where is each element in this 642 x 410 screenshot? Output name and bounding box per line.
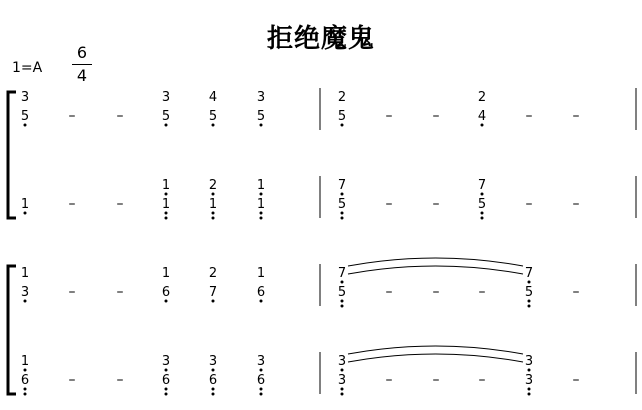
note-digit: 7 bbox=[337, 178, 347, 193]
time-signature-denominator: 4 bbox=[76, 66, 88, 85]
sustain-dash: – bbox=[432, 284, 440, 300]
note-digit: 6 bbox=[256, 285, 266, 300]
octave-dot bbox=[481, 193, 484, 196]
octave-dot bbox=[341, 193, 344, 196]
sustain-dash: – bbox=[432, 196, 440, 212]
octave-dot bbox=[260, 217, 263, 220]
octave-dot bbox=[341, 217, 344, 220]
note-digit: 5 bbox=[337, 285, 347, 300]
note-digit: 5 bbox=[337, 197, 347, 212]
octave-dot bbox=[212, 393, 215, 396]
octave-dot bbox=[341, 300, 344, 303]
sustain-dash: – bbox=[478, 372, 486, 388]
note-digit: 6 bbox=[20, 373, 30, 388]
system-bracket bbox=[8, 266, 16, 394]
octave-dot bbox=[528, 305, 531, 308]
time-signature-numerator: 6 bbox=[76, 43, 88, 62]
octave-dot bbox=[212, 388, 215, 391]
note-digit: 3 bbox=[337, 354, 347, 369]
note-digit: 5 bbox=[20, 109, 30, 124]
octave-dot bbox=[165, 217, 168, 220]
octave-dot bbox=[481, 124, 484, 127]
octave-dot bbox=[528, 393, 531, 396]
note-digit: 3 bbox=[161, 90, 171, 105]
note-digit: 6 bbox=[256, 373, 266, 388]
sustain-dash: – bbox=[68, 372, 76, 388]
note-digit: 1 bbox=[161, 266, 171, 281]
note-digit: 1 bbox=[256, 178, 266, 193]
sustain-dash: – bbox=[68, 108, 76, 124]
tie-arc bbox=[348, 258, 523, 266]
octave-dot bbox=[341, 124, 344, 127]
octave-dot bbox=[212, 212, 215, 215]
sustain-dash: – bbox=[572, 372, 580, 388]
octave-dot bbox=[212, 193, 215, 196]
note-digit: 1 bbox=[20, 266, 30, 281]
octave-dot bbox=[165, 193, 168, 196]
octave-dot bbox=[260, 124, 263, 127]
sustain-dash: – bbox=[116, 108, 124, 124]
note-digit: 1 bbox=[256, 197, 266, 212]
sustain-dash: – bbox=[385, 196, 393, 212]
sustain-dash: – bbox=[385, 372, 393, 388]
octave-dot bbox=[260, 388, 263, 391]
note-digit: 3 bbox=[256, 354, 266, 369]
note-digit: 1 bbox=[20, 197, 30, 212]
sustain-dash: – bbox=[116, 196, 124, 212]
note-digit: 5 bbox=[208, 109, 218, 124]
note-digit: 7 bbox=[208, 285, 218, 300]
note-digit: 7 bbox=[477, 178, 487, 193]
sustain-dash: – bbox=[572, 196, 580, 212]
note-digit: 1 bbox=[20, 354, 30, 369]
octave-dot bbox=[341, 388, 344, 391]
octave-dot bbox=[260, 300, 263, 303]
note-digit: 3 bbox=[524, 373, 534, 388]
note-digit: 5 bbox=[337, 109, 347, 124]
octave-dot bbox=[341, 212, 344, 215]
octave-dot bbox=[528, 300, 531, 303]
octave-dot bbox=[528, 369, 531, 372]
note-digit: 3 bbox=[20, 285, 30, 300]
note-digit: 3 bbox=[20, 90, 30, 105]
octave-dot bbox=[260, 369, 263, 372]
octave-dot bbox=[212, 300, 215, 303]
octave-dot bbox=[528, 388, 531, 391]
octave-dot bbox=[212, 124, 215, 127]
note-digit: 2 bbox=[477, 90, 487, 105]
note-digit: 5 bbox=[256, 109, 266, 124]
sustain-dash: – bbox=[116, 372, 124, 388]
note-digit: 1 bbox=[161, 197, 171, 212]
octave-dot bbox=[212, 369, 215, 372]
octave-dot bbox=[481, 217, 484, 220]
octave-dot bbox=[165, 388, 168, 391]
sustain-dash: – bbox=[68, 284, 76, 300]
note-digit: 5 bbox=[524, 285, 534, 300]
octave-dot bbox=[24, 388, 27, 391]
sustain-dash: – bbox=[432, 372, 440, 388]
octave-dot bbox=[260, 393, 263, 396]
note-digit: 1 bbox=[256, 266, 266, 281]
note-digit: 3 bbox=[524, 354, 534, 369]
sustain-dash: – bbox=[432, 108, 440, 124]
tie-arc bbox=[348, 266, 523, 274]
note-digit: 6 bbox=[208, 373, 218, 388]
octave-dot bbox=[165, 124, 168, 127]
key-signature: 1=A bbox=[12, 60, 43, 76]
tie-arc bbox=[348, 354, 523, 362]
note-digit: 1 bbox=[161, 178, 171, 193]
octave-dot bbox=[341, 369, 344, 372]
note-digit: 3 bbox=[208, 354, 218, 369]
octave-dot bbox=[341, 393, 344, 396]
note-digit: 1 bbox=[208, 197, 218, 212]
sustain-dash: – bbox=[68, 196, 76, 212]
note-digit: 3 bbox=[337, 373, 347, 388]
octave-dot bbox=[341, 305, 344, 308]
sustain-dash: – bbox=[525, 108, 533, 124]
octave-dot bbox=[165, 300, 168, 303]
octave-dot bbox=[212, 217, 215, 220]
note-digit: 4 bbox=[477, 109, 487, 124]
octave-dot bbox=[260, 193, 263, 196]
octave-dot bbox=[24, 300, 27, 303]
score-title: 拒绝魔鬼 bbox=[266, 24, 375, 54]
note-digit: 6 bbox=[161, 285, 171, 300]
note-digit: 2 bbox=[337, 90, 347, 105]
note-digit: 7 bbox=[337, 266, 347, 281]
sustain-dash: – bbox=[572, 284, 580, 300]
sustain-dash: – bbox=[478, 284, 486, 300]
sustain-dash: – bbox=[116, 284, 124, 300]
octave-dot bbox=[24, 369, 27, 372]
sustain-dash: – bbox=[525, 196, 533, 212]
octave-dot bbox=[481, 212, 484, 215]
note-digit: 4 bbox=[208, 90, 218, 105]
octave-dot bbox=[24, 212, 27, 215]
octave-dot bbox=[165, 369, 168, 372]
note-digit: 2 bbox=[208, 266, 218, 281]
note-digit: 7 bbox=[524, 266, 534, 281]
system-bracket bbox=[8, 92, 16, 218]
octave-dot bbox=[341, 281, 344, 284]
octave-dot bbox=[24, 124, 27, 127]
note-digit: 5 bbox=[161, 109, 171, 124]
sustain-dash: – bbox=[385, 284, 393, 300]
note-digit: 3 bbox=[256, 90, 266, 105]
sustain-dash: – bbox=[572, 108, 580, 124]
note-digit: 2 bbox=[208, 178, 218, 193]
sustain-dash: – bbox=[385, 108, 393, 124]
note-digit: 5 bbox=[477, 197, 487, 212]
octave-dot bbox=[24, 393, 27, 396]
octave-dot bbox=[165, 212, 168, 215]
note-digit: 6 bbox=[161, 373, 171, 388]
octave-dot bbox=[165, 393, 168, 396]
octave-dot bbox=[528, 281, 531, 284]
octave-dot bbox=[260, 212, 263, 215]
note-digit: 3 bbox=[161, 354, 171, 369]
tie-arc bbox=[348, 346, 523, 354]
